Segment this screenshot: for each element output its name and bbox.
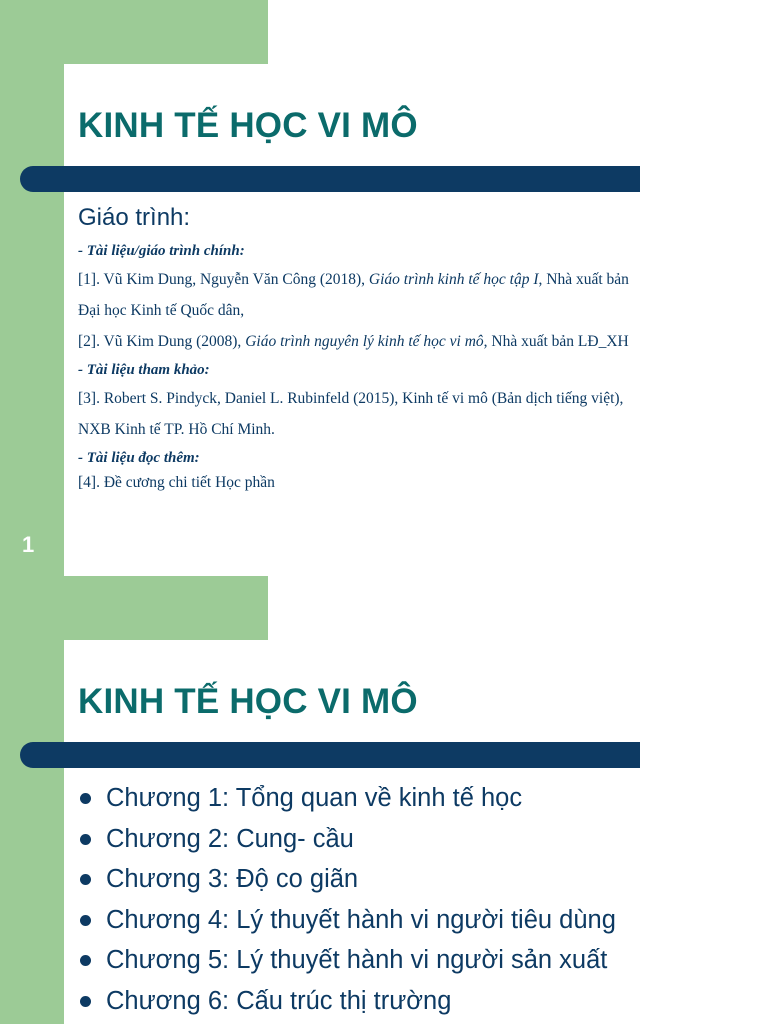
bullet-icon xyxy=(80,955,91,966)
reference-4: [4]. Đề cương chi tiết Học phần xyxy=(78,474,275,491)
chapter-item xyxy=(78,940,616,981)
slide-number: 1 xyxy=(22,532,35,557)
green-side-strip xyxy=(0,576,64,1024)
bullet-icon xyxy=(80,834,91,845)
bullet-icon xyxy=(80,793,91,804)
chapter-label: Chương 2: Cung- cầu xyxy=(106,824,354,853)
chapter-item xyxy=(78,981,616,1022)
section-extra-reading: - Tài liệu đọc thêm: xyxy=(78,450,200,466)
chapter-list xyxy=(78,778,616,1022)
chapter-label: Chương 5: Lý thuyết hành vi người sản xuất xyxy=(106,946,608,975)
ref3-line2: NXB Kinh tế TP. Hồ Chí Minh. xyxy=(78,421,275,438)
bullet-icon xyxy=(80,996,91,1007)
reference-3 xyxy=(78,383,748,445)
section-reference: - Tài liệu tham khảo: xyxy=(78,362,210,378)
ref2-publisher: , Nhà xuất bản LĐ_XH xyxy=(483,333,629,350)
chapter-label: Chương 3: Độ co giãn xyxy=(106,865,359,894)
ref1-title: Giáo trình kinh tế học tập I xyxy=(368,271,539,288)
slide-title: KINH TẾ HỌC VI MÔ xyxy=(78,106,418,145)
chapter-label: Chương 1: Tổng quan về kinh tế học xyxy=(106,784,523,812)
textbook-heading: Giáo trình: xyxy=(78,204,191,231)
ref3-line1: [3]. Robert S. Pindyck, Daniel L. Rubinfeld (2015), Kinh tế vi mô (Bản dịch tiếng việt), xyxy=(78,390,624,407)
references-block xyxy=(78,204,748,495)
reference-2 xyxy=(78,326,748,357)
ref1-publisher-line2: Đại học Kinh tế Quốc dân, xyxy=(78,302,245,319)
green-side-strip xyxy=(0,0,64,576)
ref1-authors: [1]. Vũ Kim Dung, Nguyễn Văn Công (2018), xyxy=(78,271,369,288)
bullet-icon xyxy=(80,874,91,885)
bullet-icon xyxy=(80,915,91,926)
chapter-label: Chương 6: Cấu trúc thị trường xyxy=(106,986,452,1015)
title-underline-bar xyxy=(20,166,640,192)
slide-2 xyxy=(0,576,768,1024)
ref2-title: Giáo trình nguyên lý kinh tế học vi mô xyxy=(245,333,484,350)
chapter-item xyxy=(78,900,616,941)
section-main-textbooks: - Tài liệu/giáo trình chính: xyxy=(78,243,245,259)
reference-1 xyxy=(78,264,748,326)
chapter-item xyxy=(78,819,616,860)
chapter-item xyxy=(78,778,616,819)
chapter-item xyxy=(78,859,616,900)
title-underline-bar xyxy=(20,742,640,768)
ref2-authors: [2]. Vũ Kim Dung (2008), xyxy=(78,333,246,350)
slide-title: KINH TẾ HỌC VI MÔ xyxy=(78,682,418,721)
ref1-publisher: , Nhà xuất bản xyxy=(538,271,629,288)
chapter-label: Chương 4: Lý thuyết hành vi người tiêu dùng xyxy=(106,905,616,934)
